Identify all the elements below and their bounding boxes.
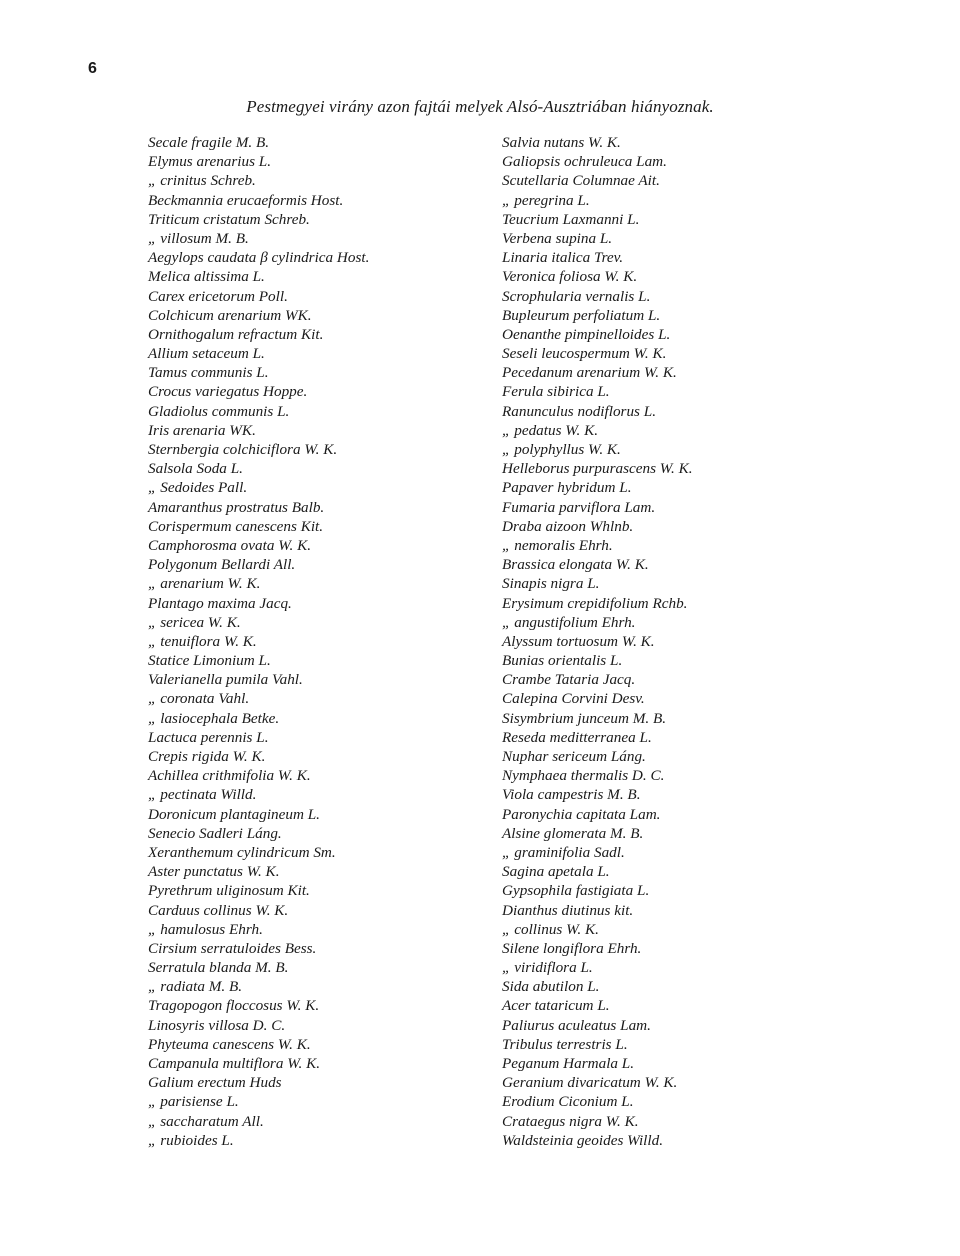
species-entry: Aegylops caudata β cylindrica Host. — [148, 249, 370, 267]
species-entry: „ pedatus W. K. — [502, 421, 599, 439]
species-entry: Cirsium serratuloides Bess. — [148, 939, 317, 957]
species-entry: „ peregrina L. — [502, 191, 590, 209]
species-entry: „ rubioides L. — [148, 1131, 234, 1149]
species-entry: Crambe Tataria Jacq. — [502, 671, 636, 689]
species-entry: Sida abutilon L. — [502, 978, 600, 996]
species-entry: Statice Limonium L. — [148, 652, 271, 670]
species-entry: Elymus arenarius L. — [148, 153, 272, 171]
species-entry: Melica altissima L. — [148, 268, 265, 286]
species-entry: Camphorosma ovata W. K. — [148, 536, 311, 554]
species-entry: „ saccharatum All. — [148, 1112, 264, 1130]
species-entry: „ crinitus Schreb. — [148, 172, 256, 190]
species-entry: Iris arenaria WK. — [148, 421, 256, 439]
species-entry: Pecedanum arenarium W. K. — [502, 364, 677, 382]
species-entry: Crocus variegatus Hoppe. — [148, 383, 308, 401]
species-entry: „ villosum M. B. — [148, 229, 249, 247]
species-entry: „ lasiocephala Betke. — [148, 709, 280, 727]
species-entry: Triticum cristatum Schreb. — [148, 210, 310, 228]
species-entry: Paronychia capitata Lam. — [502, 805, 661, 823]
species-entry: „ nemoralis Ehrh. — [502, 536, 613, 554]
species-entry: Scrophularia vernalis L. — [502, 287, 651, 305]
species-entry: Ornithogalum refractum Kit. — [148, 325, 324, 343]
species-entry: Pyrethrum uliginosum Kit. — [148, 882, 310, 900]
species-entry: Alyssum tortuosum W. K. — [502, 632, 655, 650]
page-number: 6 — [88, 60, 97, 77]
species-list-right — [502, 133, 832, 1150]
species-entry: „ Sedoides Pall. — [148, 479, 248, 497]
species-entry: „ polyphyllus W. K. — [502, 441, 621, 458]
species-entry: Sinapis nigra L. — [502, 575, 600, 593]
species-entry: Veronica foliosa W. K. — [502, 268, 638, 286]
species-entry: Tribulus terrestris L. — [502, 1035, 628, 1053]
species-entry: Brassica elongata W. K. — [502, 556, 649, 574]
species-entry: Paliurus aculeatus Lam. — [502, 1016, 651, 1034]
species-entry: Bunias orientalis L. — [502, 652, 623, 670]
species-entry: Allium setaceum L. — [148, 345, 265, 363]
species-entry: Erodium Ciconium L. — [502, 1093, 634, 1111]
species-entry: Colchicum arenarium WK. — [148, 306, 312, 324]
species-entry: Xeranthemum cylindricum Sm. — [148, 843, 336, 861]
species-entry: Plantago maxima Jacq. — [148, 594, 292, 612]
species-entry: Seseli leucospermum W. K. — [502, 345, 667, 363]
species-entry: Campanula multiflora W. K. — [148, 1055, 321, 1072]
species-entry: Valerianella pumila Vahl. — [148, 671, 303, 689]
species-entry: Viola campestris M. B. — [502, 786, 641, 804]
species-entry: Corispermum canescens Kit. — [148, 517, 324, 535]
species-entry: „ radiata M. B. — [148, 978, 243, 996]
species-entry: Sagina apetala L. — [502, 863, 610, 881]
species-entry: Salvia nutans W. K. — [502, 134, 621, 151]
species-entry: Nuphar sericeum Láng. — [502, 748, 646, 765]
species-entry: Bupleurum perfoliatum L. — [502, 306, 661, 324]
species-entry: Serratula blanda M. B. — [148, 959, 289, 977]
species-entry: „ angustifolium Ehrh. — [502, 613, 636, 631]
species-entry: Sternbergia colchiciflora W. K. — [148, 441, 338, 458]
species-entry: Tamus communis L. — [148, 364, 269, 382]
species-entry: Galiopsis ochruleuca Lam. — [502, 153, 667, 171]
species-entry: „ collinus W. K. — [502, 920, 599, 938]
species-entry: Gypsophila fastigiata L. — [502, 882, 650, 900]
species-entry: Aster punctatus W. K. — [148, 863, 280, 881]
species-entry: Geranium divaricatum W. K. — [502, 1074, 678, 1092]
species-entry: „ pectinata Willd. — [148, 786, 257, 804]
species-entry: Papaver hybridum L. — [502, 479, 632, 497]
species-entry: Amaranthus prostratus Balb. — [148, 498, 325, 516]
species-entry: Doronicum plantagineum L. — [148, 805, 320, 823]
species-entry: Galium erectum Huds — [148, 1074, 282, 1092]
species-entry: Crataegus nigra W. K. — [502, 1112, 639, 1130]
species-entry: „ coronata Vahl. — [148, 690, 250, 708]
page-heading: Pestmegyei virány azon fajtái melyek Alsó-Ausztriában hiányoznak. — [246, 97, 714, 116]
species-list-left — [148, 133, 478, 1150]
species-entry: Polygonum Bellardi All. — [148, 556, 296, 574]
species-entry: Waldsteinia geoides Willd. — [502, 1131, 664, 1149]
species-entry: Teucrium Laxmanni L. — [502, 210, 640, 228]
species-entry: Sisymbrium junceum M. B. — [502, 709, 667, 727]
species-entry: Linaria italica Trev. — [502, 249, 624, 267]
species-entry: Oenanthe pimpinelloides L. — [502, 325, 671, 343]
species-entry: Carduus collinus W. K. — [148, 901, 289, 919]
species-entry: „ parisiense L. — [148, 1093, 239, 1111]
species-entry: Secale fragile M. B. — [148, 134, 270, 151]
species-entry: Ranunculus nodiflorus L. — [502, 402, 656, 420]
species-entry: Peganum Harmala L. — [502, 1055, 635, 1072]
species-entry: Erysimum crepidifolium Rchb. — [502, 594, 688, 612]
species-entry: „ hamulosus Ehrh. — [148, 920, 263, 938]
species-entry: Draba aizoon Whlnb. — [502, 517, 634, 535]
species-entry: Scutellaria Columnae Ait. — [502, 172, 660, 190]
species-entry: Fumaria parviflora Lam. — [502, 498, 656, 516]
species-entry: „ graminifolia Sadl. — [502, 843, 625, 861]
species-entry: Alsine glomerata M. B. — [502, 824, 644, 842]
species-entry: Nymphaea thermalis D. C. — [502, 767, 665, 785]
species-entry: Linosyris villosa D. C. — [148, 1016, 286, 1034]
species-entry: „ viridiflora L. — [502, 959, 593, 977]
species-entry: Dianthus diutinus kit. — [502, 901, 634, 919]
species-entry: Verbena supina L. — [502, 229, 613, 247]
species-entry: Senecio Sadleri Láng. — [148, 824, 282, 842]
species-entry: Carex ericetorum Poll. — [148, 287, 288, 305]
species-entry: Acer tataricum L. — [502, 997, 610, 1015]
species-entry: Gladiolus communis L. — [148, 402, 290, 420]
species-entry: Salsola Soda L. — [148, 460, 243, 478]
species-entry: Silene longiflora Ehrh. — [502, 939, 642, 957]
species-entry: Calepina Corvini Desv. — [502, 690, 645, 708]
species-entry: „ sericea W. K. — [148, 613, 241, 631]
species-entry: Beckmannia erucaeformis Host. — [148, 191, 344, 209]
species-entry: Lactuca perennis L. — [148, 728, 269, 746]
species-entry: Ferula sibirica L. — [502, 383, 610, 401]
species-entry: Crepis rigida W. K. — [148, 748, 266, 765]
species-entry: Helleborus purpurascens W. K. — [502, 460, 693, 478]
species-entry: Achillea crithmifolia W. K. — [148, 767, 311, 785]
species-entry: „ arenarium W. K. — [148, 575, 261, 593]
species-entry: Reseda meditterranea L. — [502, 728, 652, 746]
species-entry: Tragopogon floccosus W. K. — [148, 997, 320, 1015]
species-entry: Phyteuma canescens W. K. — [148, 1035, 311, 1053]
species-entry: „ tenuiflora W. K. — [148, 632, 257, 650]
